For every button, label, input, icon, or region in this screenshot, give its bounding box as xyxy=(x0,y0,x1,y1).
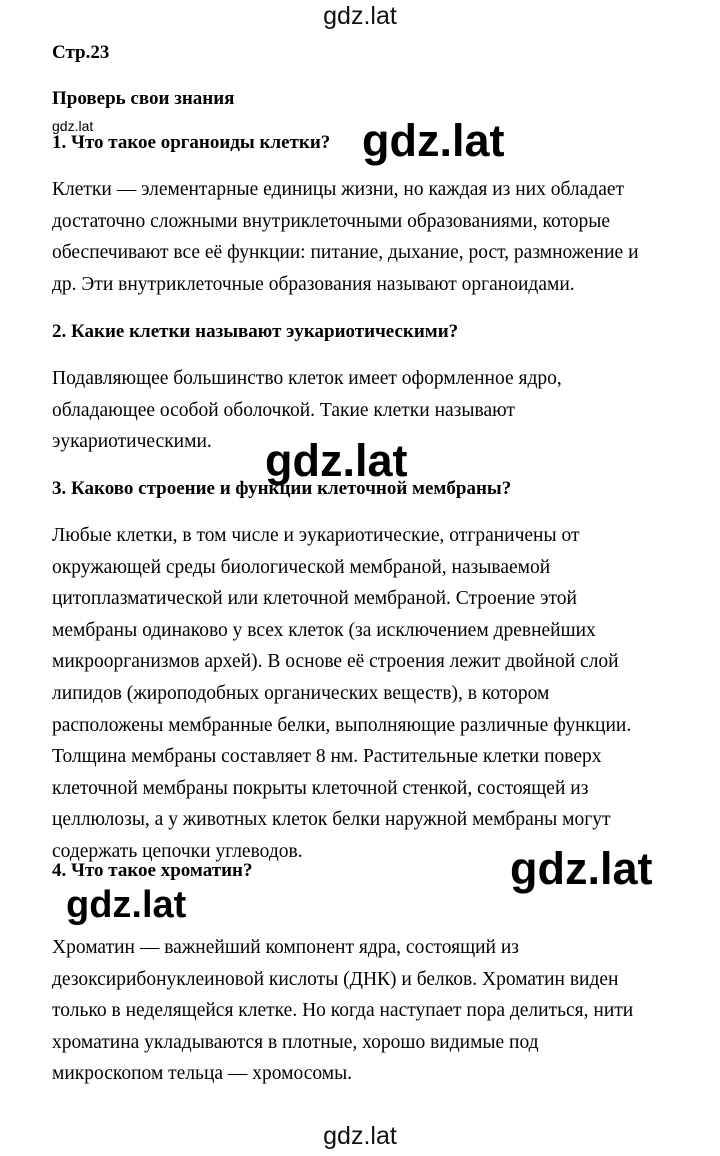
answer-3-line: цитоплазматической или клеточной мембраной. Строение этой xyxy=(52,588,577,610)
question-1: 1. Что такое органоиды клетки? xyxy=(52,132,331,153)
answer-3-line: окружающей среды биологической мембраной, называемой xyxy=(52,556,551,578)
answer-4-line: Хроматин — важнейший компонент ядра, состоящий из xyxy=(52,937,519,958)
watermark-small: gdz.lat xyxy=(52,118,94,134)
answer-1-line: др. Эти внутриклеточные образования называют органоидами. xyxy=(52,273,575,295)
answer-3-line: Любые клетки, в том числе и эукариотические, отграничены от xyxy=(52,525,580,546)
answer-3-line: липидов (жироподобных органических веществ), в котором xyxy=(52,682,550,704)
answer-1-line: Клетки — элементарные единицы жизни, но каждая из них обладает xyxy=(52,179,625,200)
watermark-top: gdz.lat xyxy=(323,2,397,30)
answer-3-line: клеточной мембраны покрыты клеточной стенкой, состоящей из xyxy=(52,777,589,799)
answer-3-line: Толщина мембраны составляет 8 нм. Растительные клетки поверх xyxy=(52,746,602,768)
page-number: Стр.23 xyxy=(52,42,110,63)
answer-2-line: Подавляющее большинство клеток имеет оформленное ядро, xyxy=(52,368,562,389)
watermark-large: gdz.lat xyxy=(362,115,505,166)
watermark-large: gdz.lat xyxy=(265,435,408,486)
answer-3-line: целлюлозы, а у животных клеток белки наружной мембраны могут xyxy=(52,809,611,831)
answer-1 xyxy=(52,174,697,300)
answer-4-line: дезоксирибонуклеиновой кислоты (ДНК) и белков. Хроматин виден xyxy=(52,968,619,990)
answer-3-line: мембраны одинаково у всех клеток (за исключением древнейших xyxy=(52,619,596,641)
section-title: Проверь свои знания xyxy=(52,88,235,109)
watermark-large: gdz.lat xyxy=(62,886,190,924)
answer-3-line: содержать цепочки углеводов. xyxy=(52,840,303,862)
answer-2-line: обладающее особой оболочкой. Такие клетки называют xyxy=(52,399,515,421)
answer-3 xyxy=(52,520,697,868)
answer-4-line: микроскопом тельца — хромосомы. xyxy=(52,1063,353,1085)
question-4: 4. Что такое хроматин? xyxy=(52,860,253,881)
answer-1-line: достаточно сложными внутриклеточными образованиями, которые xyxy=(52,210,610,232)
answer-4-line: только в неделящейся клетке. Но когда наступает пора делиться, нити xyxy=(52,1000,634,1022)
answer-2-line: эукариотическими. xyxy=(52,431,212,453)
answer-3-line: микроорганизмов архей). В основе её строения лежит двойной слой xyxy=(52,651,619,673)
answer-3-line: расположены мембранные белки, выполняющие различные функции. xyxy=(52,714,632,736)
answer-1-line: обеспечивают все её функции: питание, дыхание, рост, размножение и xyxy=(52,242,639,264)
answer-4 xyxy=(52,932,697,1090)
answer-4-line: хроматина укладываются в плотные, хорошо видимые под xyxy=(52,1031,539,1053)
watermark-bottom: gdz.lat xyxy=(323,1122,397,1150)
watermark-large: gdz.lat xyxy=(510,843,653,894)
question-2: 2. Какие клетки называют эукариотическими? xyxy=(52,321,459,342)
question-3: 3. Каково строение и функции клеточной мембраны? xyxy=(52,478,512,499)
